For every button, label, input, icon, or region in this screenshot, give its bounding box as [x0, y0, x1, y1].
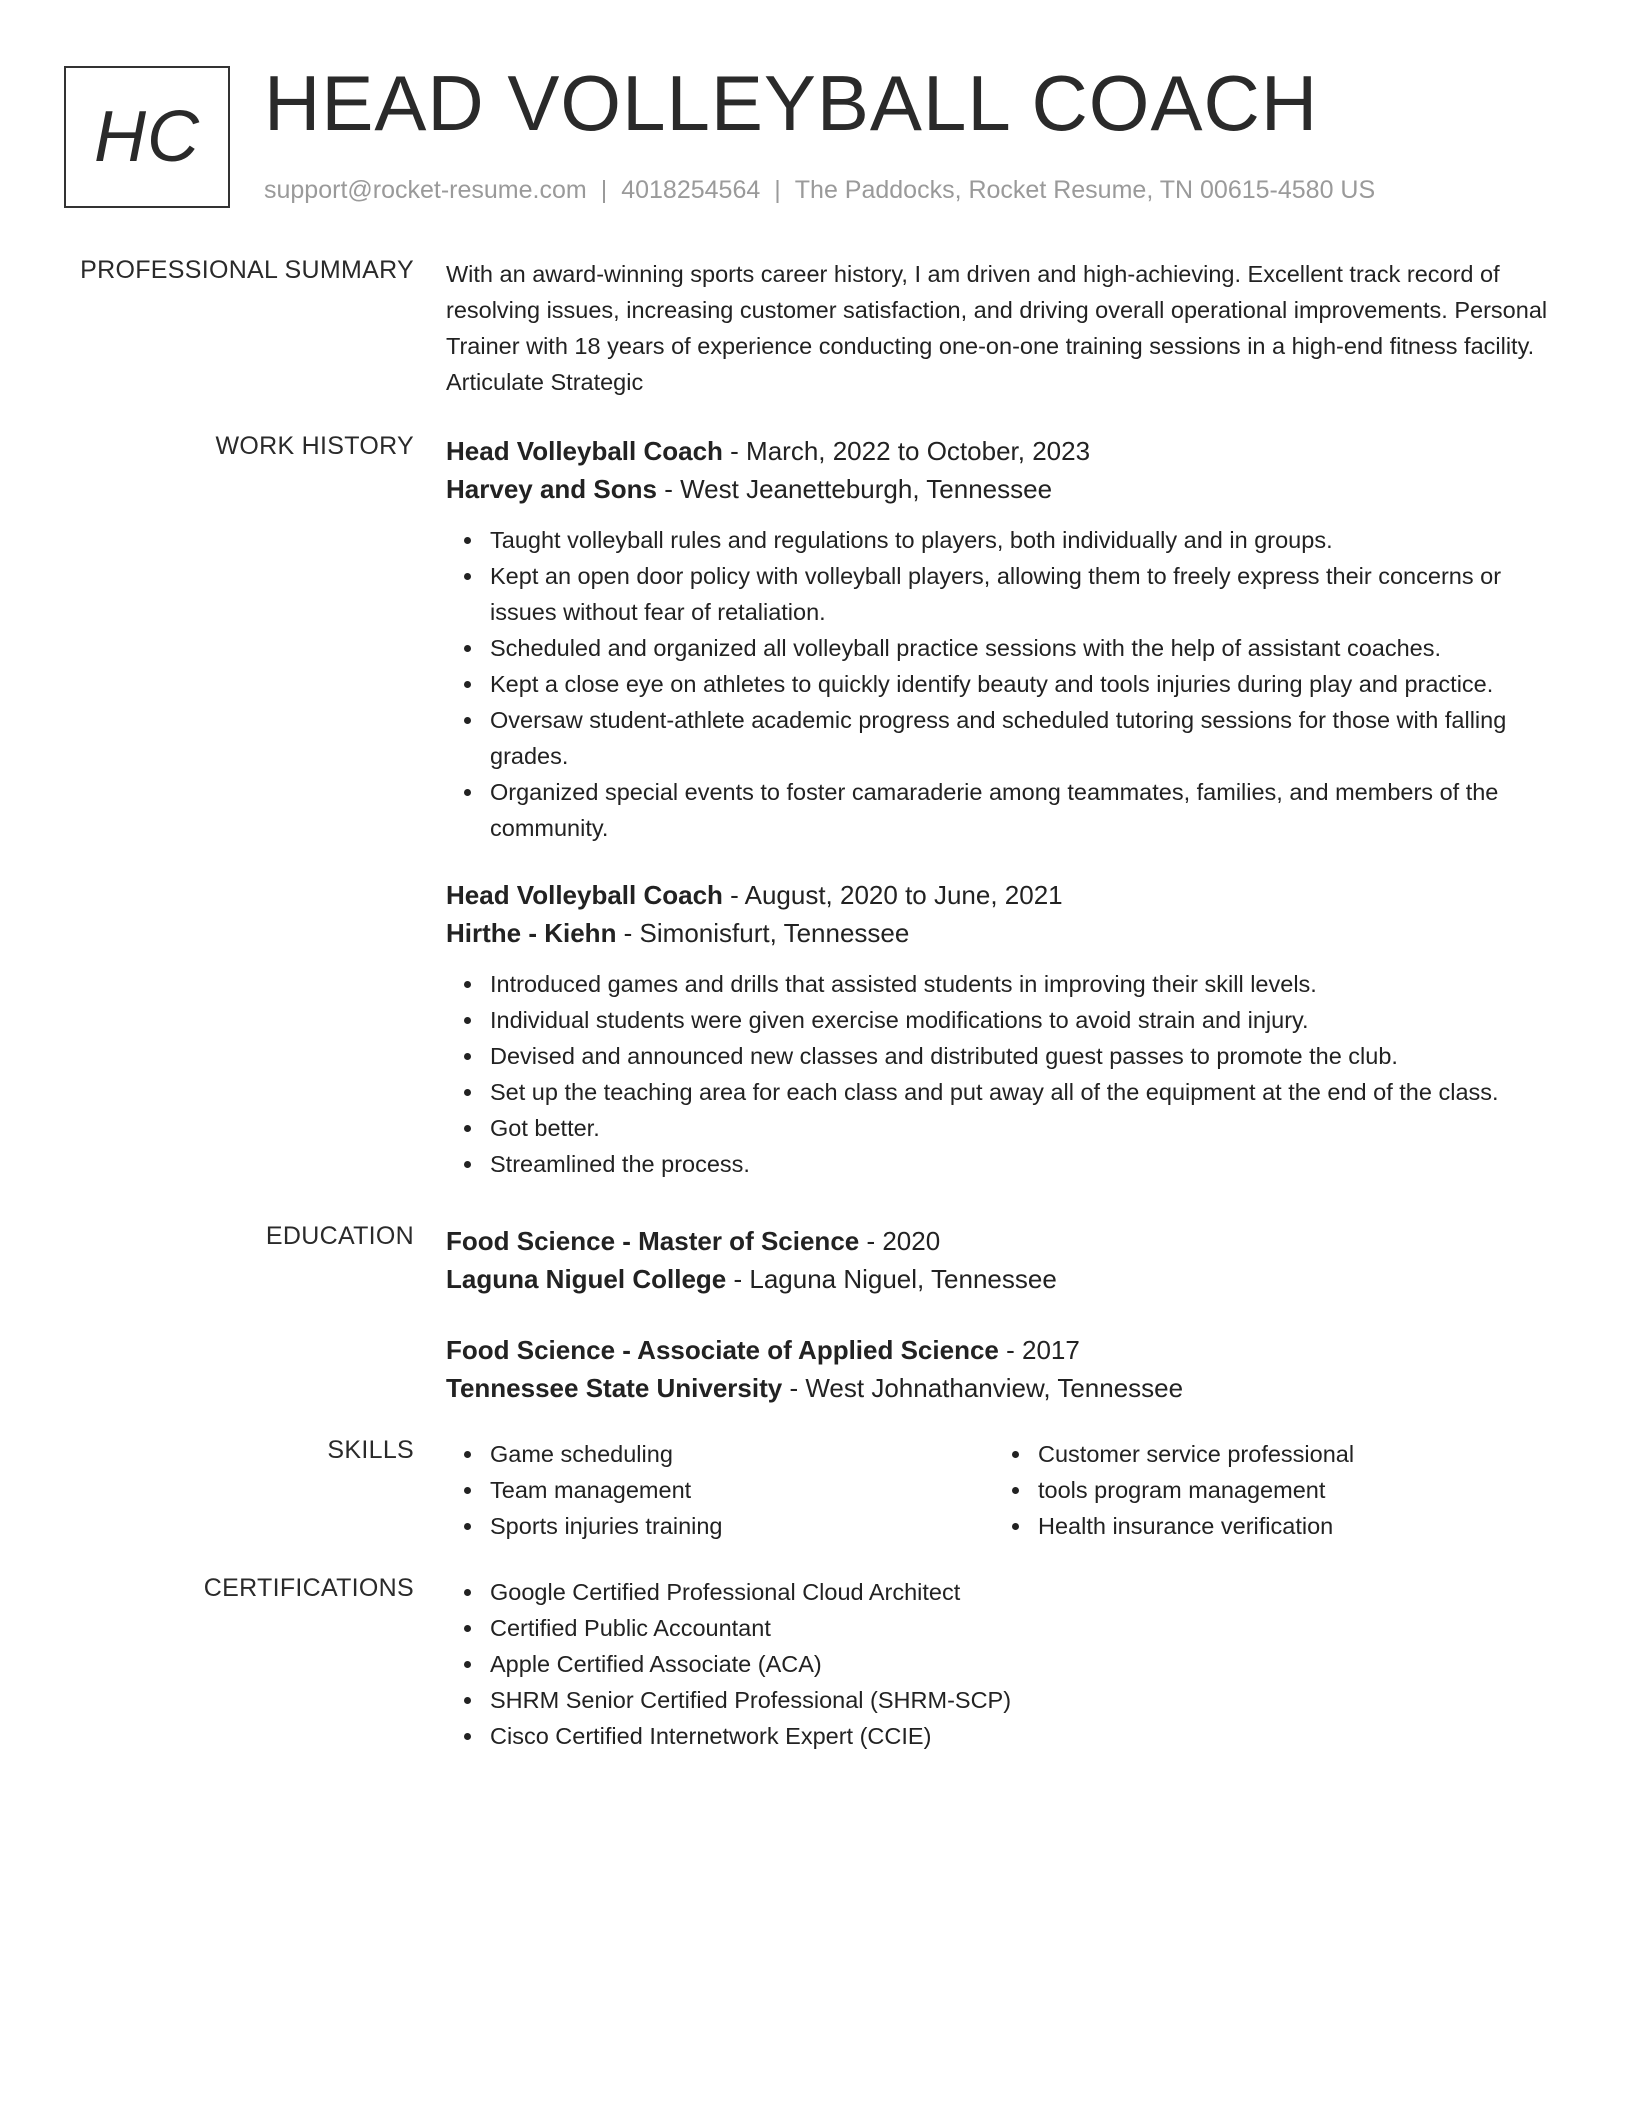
education-body [446, 1222, 1566, 1407]
monogram-initials: HC [94, 97, 200, 177]
job-dates: - August, 2020 to June, 2021 [722, 880, 1063, 910]
monogram-box [64, 66, 230, 208]
list-item: Taught volleyball rules and regulations to players, both individually and in groups. [446, 522, 1566, 558]
list-item: Google Certified Professional Cloud Architect [446, 1574, 1566, 1610]
section-label-work: WORK HISTORY [215, 432, 414, 460]
job-dates: - March, 2022 to October, 2023 [722, 436, 1091, 466]
list-item: Streamlined the process. [446, 1146, 1566, 1182]
school-name: Tennessee State University [446, 1373, 783, 1403]
list-item: Got better. [446, 1110, 1566, 1146]
list-item: Customer service professional [994, 1436, 1542, 1472]
list-item: Devised and announced new classes and distributed guest passes to promote the club. [446, 1038, 1566, 1074]
list-item: Kept an open door policy with volleyball players, allowing them to freely express their concerns or issues without fear of retaliation. [446, 558, 1566, 630]
resume-title: HEAD VOLLEYBALL COACH [264, 59, 1319, 147]
contact-line [264, 176, 1375, 205]
job-company-line [446, 914, 1566, 952]
degree-name: Food Science - Master of Science [446, 1226, 860, 1256]
section-label-education: EDUCATION [265, 1222, 414, 1250]
job-title: Head Volleyball Coach [446, 880, 723, 910]
section-label-summary: PROFESSIONAL SUMMARY [80, 256, 414, 284]
contact-separator: | [600, 176, 608, 204]
job-company: Hirthe - Kiehn [446, 918, 617, 948]
list-item: Kept a close eye on athletes to quickly identify beauty and tools injuries during play and practice. [446, 666, 1566, 702]
section-label-skills: SKILLS [327, 1436, 414, 1464]
job-title-line [446, 432, 1566, 470]
list-item: Sports injuries training [446, 1508, 994, 1544]
certifications-list [446, 1574, 1566, 1754]
job-entry [446, 876, 1566, 1182]
skills-list-right [994, 1436, 1542, 1544]
skills-body [446, 1436, 1566, 1544]
degree-line [446, 1222, 1566, 1260]
list-item: tools program management [994, 1472, 1542, 1508]
degree-name: Food Science - Associate of Applied Science [446, 1335, 999, 1365]
education-entry [446, 1331, 1566, 1407]
contact-separator: | [774, 176, 781, 204]
skills-list-left [446, 1436, 994, 1544]
list-item: Individual students were given exercise modifications to avoid strain and injury. [446, 1002, 1566, 1038]
skills-grid [446, 1436, 1566, 1544]
job-company: Harvey and Sons [446, 474, 657, 504]
job-title: Head Volleyball Coach [446, 436, 723, 466]
school-line [446, 1260, 1566, 1298]
job-company-line [446, 470, 1566, 508]
work-history-body [446, 432, 1566, 1182]
degree-line [446, 1331, 1566, 1369]
school-location: - Laguna Niguel, Tennessee [726, 1264, 1057, 1294]
degree-year: - 2017 [998, 1335, 1080, 1365]
job-title-line [446, 876, 1566, 914]
list-item: Game scheduling [446, 1436, 994, 1472]
school-name: Laguna Niguel College [446, 1264, 727, 1294]
school-location: - West Johnathanview, Tennessee [782, 1373, 1184, 1403]
list-item: Scheduled and organized all volleyball practice sessions with the help of assistant coaches. [446, 630, 1566, 666]
list-item: Health insurance verification [994, 1508, 1542, 1544]
job-bullets [446, 966, 1566, 1182]
list-item: Team management [446, 1472, 994, 1508]
contact-phone[interactable]: 4018254564 [621, 176, 761, 204]
list-item: Oversaw student-athlete academic progress and scheduled tutoring sessions for those with falling grades. [446, 702, 1566, 774]
section-label-certifications: CERTIFICATIONS [203, 1574, 414, 1602]
degree-year: - 2020 [859, 1226, 941, 1256]
job-location: - Simonisfurt, Tennessee [616, 918, 910, 948]
school-line [446, 1369, 1566, 1407]
job-entry [446, 432, 1566, 846]
list-item: Cisco Certified Internetwork Expert (CCIE) [446, 1718, 1566, 1754]
job-location: - West Jeanetteburgh, Tennessee [656, 474, 1053, 504]
list-item: SHRM Senior Certified Professional (SHRM-SCP) [446, 1682, 1566, 1718]
list-item: Introduced games and drills that assisted students in improving their skill levels. [446, 966, 1566, 1002]
education-entry [446, 1222, 1566, 1298]
list-item: Set up the teaching area for each class and put away all of the equipment at the end of the class. [446, 1074, 1566, 1110]
summary-text: With an award-winning sports career history, I am driven and high-achieving. Excellent track record of resolving issues, increasing customer satisfaction, and driving overall operational improvements. Personal Trainer with 18 years of experience conducting one-on-one training sessions in a high-end fitness facility. Articulate Strategic [446, 261, 1548, 395]
contact-address: The Paddocks, Rocket Resume, TN 00615-4580 US [794, 176, 1376, 204]
list-item: Organized special events to foster camaraderie among teammates, families, and members of the community. [446, 774, 1566, 846]
certifications-body [446, 1574, 1566, 1754]
list-item: Certified Public Accountant [446, 1610, 1566, 1646]
contact-email[interactable]: support@rocket-resume.com [264, 176, 587, 204]
job-bullets [446, 522, 1566, 846]
list-item: Apple Certified Associate (ACA) [446, 1646, 1566, 1682]
